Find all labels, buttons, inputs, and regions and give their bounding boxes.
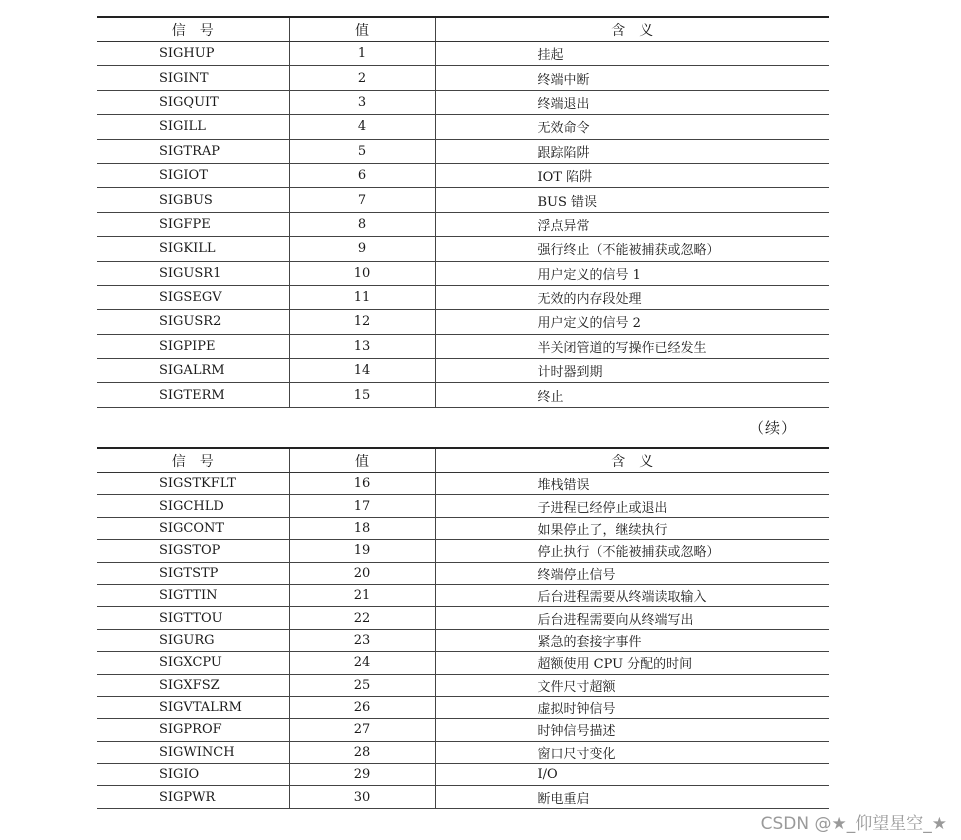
signal-name-cell: SIGURG — [97, 629, 289, 651]
signal-value-cell: 12 — [289, 310, 435, 334]
signal-name-cell: SIGUSR1 — [97, 261, 289, 285]
signal-meaning-cell: 超额使用 CPU 分配的时间 — [435, 652, 829, 674]
signal-value-cell: 25 — [289, 674, 435, 696]
signal-name-cell: SIGIO — [97, 764, 289, 786]
signal-value-cell: 2 — [289, 66, 435, 90]
table-row — [97, 674, 829, 696]
table-row — [97, 163, 829, 187]
signal-name-cell: SIGTERM — [97, 383, 289, 407]
signal-value-cell: 13 — [289, 334, 435, 358]
signal-name-cell: SIGPIPE — [97, 334, 289, 358]
table-row — [97, 359, 829, 383]
signal-name-cell: SIGTTIN — [97, 584, 289, 606]
table-row — [97, 607, 829, 629]
table-row — [97, 764, 829, 786]
table-row — [97, 562, 829, 584]
signal-meaning-cell: 子进程已经停止或退出 — [435, 495, 829, 517]
table-row — [97, 629, 829, 651]
signal-meaning-cell: BUS 错误 — [435, 188, 829, 212]
signal-name-cell: SIGXFSZ — [97, 674, 289, 696]
table-row — [97, 285, 829, 309]
signal-name-cell: SIGSTOP — [97, 540, 289, 562]
signal-meaning-cell: 时钟信号描述 — [435, 719, 829, 741]
table-row — [97, 139, 829, 163]
signal-name-cell: SIGIOT — [97, 163, 289, 187]
signal-meaning-cell: 文件尺寸超额 — [435, 674, 829, 696]
signal-value-cell: 15 — [289, 383, 435, 407]
signal-meaning-cell: 终止 — [435, 383, 829, 407]
signal-value-cell: 29 — [289, 764, 435, 786]
table-body-1 — [97, 42, 829, 408]
signal-value-cell: 7 — [289, 188, 435, 212]
signal-meaning-cell: 半关闭管道的写操作已经发生 — [435, 334, 829, 358]
signal-value-cell: 14 — [289, 359, 435, 383]
signal-meaning-cell: 如果停止了，继续执行 — [435, 517, 829, 539]
table-row — [97, 212, 829, 236]
signal-value-cell: 4 — [289, 115, 435, 139]
signal-value-cell: 26 — [289, 696, 435, 718]
signal-meaning-cell: 窗口尺寸变化 — [435, 741, 829, 763]
signal-name-cell: SIGFPE — [97, 212, 289, 236]
signal-meaning-cell: 浮点异常 — [435, 212, 829, 236]
signal-name-cell: SIGILL — [97, 115, 289, 139]
signal-value-cell: 24 — [289, 652, 435, 674]
header-meaning: 含 义 — [435, 448, 829, 473]
header-meaning: 含 义 — [435, 17, 829, 42]
signal-name-cell: SIGPWR — [97, 786, 289, 808]
signal-name-cell: SIGCHLD — [97, 495, 289, 517]
signal-name-cell: SIGINT — [97, 66, 289, 90]
signal-meaning-cell: 挂起 — [435, 42, 829, 66]
signal-value-cell: 20 — [289, 562, 435, 584]
signal-name-cell: SIGHUP — [97, 42, 289, 66]
signal-meaning-cell: 强行终止（不能被捕获或忽略） — [435, 237, 829, 261]
signal-meaning-cell: 终端中断 — [435, 66, 829, 90]
signal-value-cell: 8 — [289, 212, 435, 236]
signal-meaning-cell: 跟踪陷阱 — [435, 139, 829, 163]
signal-value-cell: 3 — [289, 90, 435, 114]
signal-meaning-cell: 无效命令 — [435, 115, 829, 139]
signal-name-cell: SIGWINCH — [97, 741, 289, 763]
signal-meaning-cell: 用户定义的信号 1 — [435, 261, 829, 285]
table-row — [97, 741, 829, 763]
signal-value-cell: 1 — [289, 42, 435, 66]
table-row — [97, 540, 829, 562]
table-row — [97, 517, 829, 539]
signal-value-cell: 28 — [289, 741, 435, 763]
signal-meaning-cell: 紧急的套接字事件 — [435, 629, 829, 651]
signal-value-cell: 22 — [289, 607, 435, 629]
header-value: 值 — [289, 448, 435, 473]
table-row — [97, 237, 829, 261]
csdn-watermark: CSDN @★_仰望星空_★ — [760, 814, 947, 834]
table-row — [97, 473, 829, 495]
signal-meaning-cell: 堆栈错误 — [435, 473, 829, 495]
signal-meaning-cell: 终端退出 — [435, 90, 829, 114]
signal-name-cell: SIGPROF — [97, 719, 289, 741]
signal-meaning-cell: 停止执行（不能被捕获或忽略） — [435, 540, 829, 562]
signal-meaning-cell: 用户定义的信号 2 — [435, 310, 829, 334]
signal-value-cell: 9 — [289, 237, 435, 261]
signal-table-part-1 — [97, 16, 829, 408]
signal-meaning-cell: 虚拟时钟信号 — [435, 696, 829, 718]
signal-meaning-cell: 后台进程需要向从终端写出 — [435, 607, 829, 629]
signal-name-cell: SIGBUS — [97, 188, 289, 212]
signal-name-cell: SIGSEGV — [97, 285, 289, 309]
header-signal: 信 号 — [97, 17, 289, 42]
signal-value-cell: 11 — [289, 285, 435, 309]
signal-meaning-cell: 计时器到期 — [435, 359, 829, 383]
signal-value-cell: 23 — [289, 629, 435, 651]
header-value: 值 — [289, 17, 435, 42]
table-row — [97, 786, 829, 808]
table-body-2 — [97, 473, 829, 809]
signal-value-cell: 16 — [289, 473, 435, 495]
signal-name-cell: SIGTSTP — [97, 562, 289, 584]
signal-value-cell: 6 — [289, 163, 435, 187]
table-row — [97, 42, 829, 66]
table-row — [97, 66, 829, 90]
signal-name-cell: SIGKILL — [97, 237, 289, 261]
table-row — [97, 115, 829, 139]
signal-name-cell: SIGTTOU — [97, 607, 289, 629]
signal-meaning-cell: 无效的内存段处理 — [435, 285, 829, 309]
table-row — [97, 383, 829, 407]
signal-value-cell: 10 — [289, 261, 435, 285]
signal-name-cell: SIGVTALRM — [97, 696, 289, 718]
continued-label: （续） — [749, 419, 798, 437]
table-row — [97, 495, 829, 517]
signal-value-cell: 30 — [289, 786, 435, 808]
signal-value-cell: 17 — [289, 495, 435, 517]
table-row — [97, 334, 829, 358]
table-row — [97, 310, 829, 334]
table-row — [97, 90, 829, 114]
signal-meaning-cell: 后台进程需要从终端读取输入 — [435, 584, 829, 606]
header-signal: 信 号 — [97, 448, 289, 473]
signal-name-cell: SIGXCPU — [97, 652, 289, 674]
signal-value-cell: 19 — [289, 540, 435, 562]
table-row — [97, 719, 829, 741]
table-header-row — [97, 448, 829, 473]
table-row — [97, 696, 829, 718]
table-row — [97, 652, 829, 674]
signal-name-cell: SIGCONT — [97, 517, 289, 539]
signal-meaning-cell: 终端停止信号 — [435, 562, 829, 584]
signal-value-cell: 5 — [289, 139, 435, 163]
signal-value-cell: 21 — [289, 584, 435, 606]
signal-meaning-cell: IOT 陷阱 — [435, 163, 829, 187]
table-row — [97, 261, 829, 285]
signal-name-cell: SIGUSR2 — [97, 310, 289, 334]
table-row — [97, 188, 829, 212]
signal-table-part-2 — [97, 447, 829, 809]
table-row — [97, 584, 829, 606]
signal-value-cell: 18 — [289, 517, 435, 539]
signal-meaning-cell: I/O — [435, 764, 829, 786]
signal-meaning-cell: 断电重启 — [435, 786, 829, 808]
signal-name-cell: SIGALRM — [97, 359, 289, 383]
signal-name-cell: SIGTRAP — [97, 139, 289, 163]
signal-name-cell: SIGQUIT — [97, 90, 289, 114]
signal-name-cell: SIGSTKFLT — [97, 473, 289, 495]
signal-value-cell: 27 — [289, 719, 435, 741]
table-header-row — [97, 17, 829, 42]
